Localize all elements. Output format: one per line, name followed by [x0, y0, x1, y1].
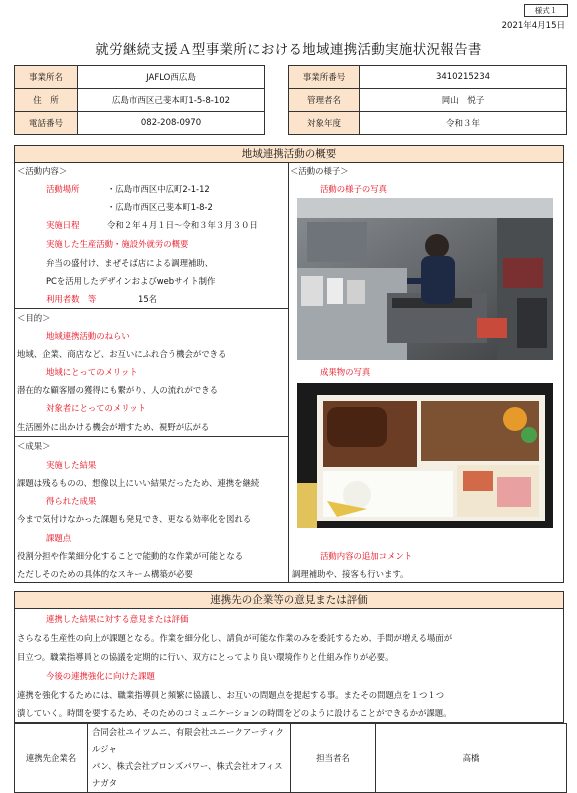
gain-text: 今まで気付けなかった課題も発見でき、更なる効率化を図れる [17, 514, 252, 524]
photo2-caption: 成果物の写真 [320, 367, 371, 377]
user-merit-label: 対象者にとってのメリット [46, 403, 146, 413]
activity-line-2: PCを活用したデザインおよびwebサイト制作 [46, 276, 216, 286]
column-divider [288, 162, 289, 583]
partner-table [14, 723, 567, 793]
photo1-caption: 活動の様子の写真 [320, 184, 387, 194]
opinion-label: 連携した結果に対する意見または評価 [46, 614, 189, 624]
product-photo [297, 383, 553, 528]
phone-value: 082-208-0970 [78, 112, 265, 135]
office-info-table [14, 65, 265, 135]
merit-label: 地域にとってのメリット [46, 367, 138, 377]
manager-value: 岡山 悦子 [360, 89, 567, 112]
partner-names-line-1: 合同会社ユイツムニ、有限会社ユニークアーティクルジャ [92, 727, 284, 754]
office-no-label: 事業所番号 [289, 66, 360, 89]
comment-text: 調理補助や、接客も行います。 [292, 569, 409, 579]
evaluation-heading: 連携先の企業等の意見または評価 [15, 592, 563, 609]
partner-names-line-2: パン、株式会社ブロンズパワー、株式会社オフィスナガタ [92, 761, 283, 788]
manager-label: 管理者名 [289, 89, 360, 112]
result-label: 実施した結果 [46, 460, 97, 470]
divider [14, 436, 288, 437]
date-value: 令和２年４月１日～令和３年３月３０日 [107, 220, 258, 230]
purpose-heading: ＜目的＞ [17, 313, 51, 323]
contact-label: 担当者名 [291, 724, 376, 793]
partner-label: 連携先企業名 [15, 724, 88, 793]
opinion-line-1: さらなる生産性の向上が課題となる。作業を細分化し、請負が可能な作業のみを委託するため、手間が増える場面が [17, 633, 453, 643]
result-heading: ＜成果＞ [17, 441, 51, 451]
future-line-2: 潰していく。時間を要するため、そのためのコミュニケーションの時間をどのように設けることができるかが課題。 [17, 708, 452, 718]
page-title: 就労継続支援Ａ型事業所における地域連携活動実施状況報告書 [95, 42, 482, 58]
gain-label: 得られた成果 [46, 496, 97, 506]
issue-text-2: ただしそのための具体的なスキーム構築が必要 [17, 569, 193, 579]
users-label: 利用者数 等 [46, 294, 97, 304]
form-number: 様式１ [524, 4, 568, 17]
opinion-line-2: 目立つ。職業指導員との協議を定期的に行い、双方にとってより良い環境作りと仕組み作りが必要。 [17, 652, 394, 662]
future-label: 今後の連携強化に向けた課題 [46, 671, 155, 681]
year-value: 令和３年 [360, 112, 567, 135]
office-name-value: JAFLO西広島 [78, 66, 265, 89]
issue-text-1: 役割分担や作業細分化することで能動的な作業が可能となる [17, 551, 244, 561]
phone-label: 電話番号 [15, 112, 78, 135]
overview-heading: 地域連携活動の概要 [15, 146, 563, 163]
merit-text: 潜在的な顧客層の獲得にも繋がり、人の流れができる [17, 385, 218, 395]
partner-names [88, 724, 291, 793]
place-2: ・広島市西区己斐本町1-8-2 [107, 202, 213, 212]
contact-value: 高橋 [376, 724, 567, 793]
address-label: 住 所 [15, 89, 78, 112]
activity-line-1: 弁当の盛付け、まぜそば店による調理補助、 [46, 258, 214, 268]
address-value: 広島市西区己斐本町1-5-8-102 [78, 89, 265, 112]
office-no-value: 3410215234 [360, 66, 567, 89]
user-merit-text: 生活圏外に出かける機会が増すため、視野が広がる [17, 422, 210, 432]
date-label: 実施日程 [46, 220, 80, 230]
office-name-label: 事業所名 [15, 66, 78, 89]
activity-content-heading: ＜活動内容＞ [17, 166, 68, 176]
activity-photo [297, 198, 553, 360]
future-line-1: 連携を強化するためには、職業指導員と頻繁に協議し、お互いの問題点を提起する事。またその問題点を１つ１つ [17, 690, 445, 700]
activity-label: 実施した生産活動・施設外就労の概要 [46, 239, 189, 249]
aim-label: 地域連携活動のねらい [46, 331, 130, 341]
divider [14, 308, 288, 309]
year-label: 対象年度 [289, 112, 360, 135]
scene-heading: ＜活動の様子＞ [290, 166, 349, 176]
result-text: 課題は残るものの、想像以上にいい結果だったため、連携を継続 [17, 478, 260, 488]
comment-label: 活動内容の追加コメント [320, 551, 413, 561]
report-date: 2021年4月15日 [501, 21, 565, 31]
aim-text: 地域、企業、商店など、お互いにふれ合う機会ができる [17, 349, 227, 359]
users-value: 15名 [138, 294, 158, 304]
place-label: 活動場所 [46, 184, 80, 194]
place-1: ・広島市西区中広町2-1-12 [107, 184, 210, 194]
issue-label: 課題点 [46, 533, 72, 543]
office-info-table-right [288, 65, 567, 135]
